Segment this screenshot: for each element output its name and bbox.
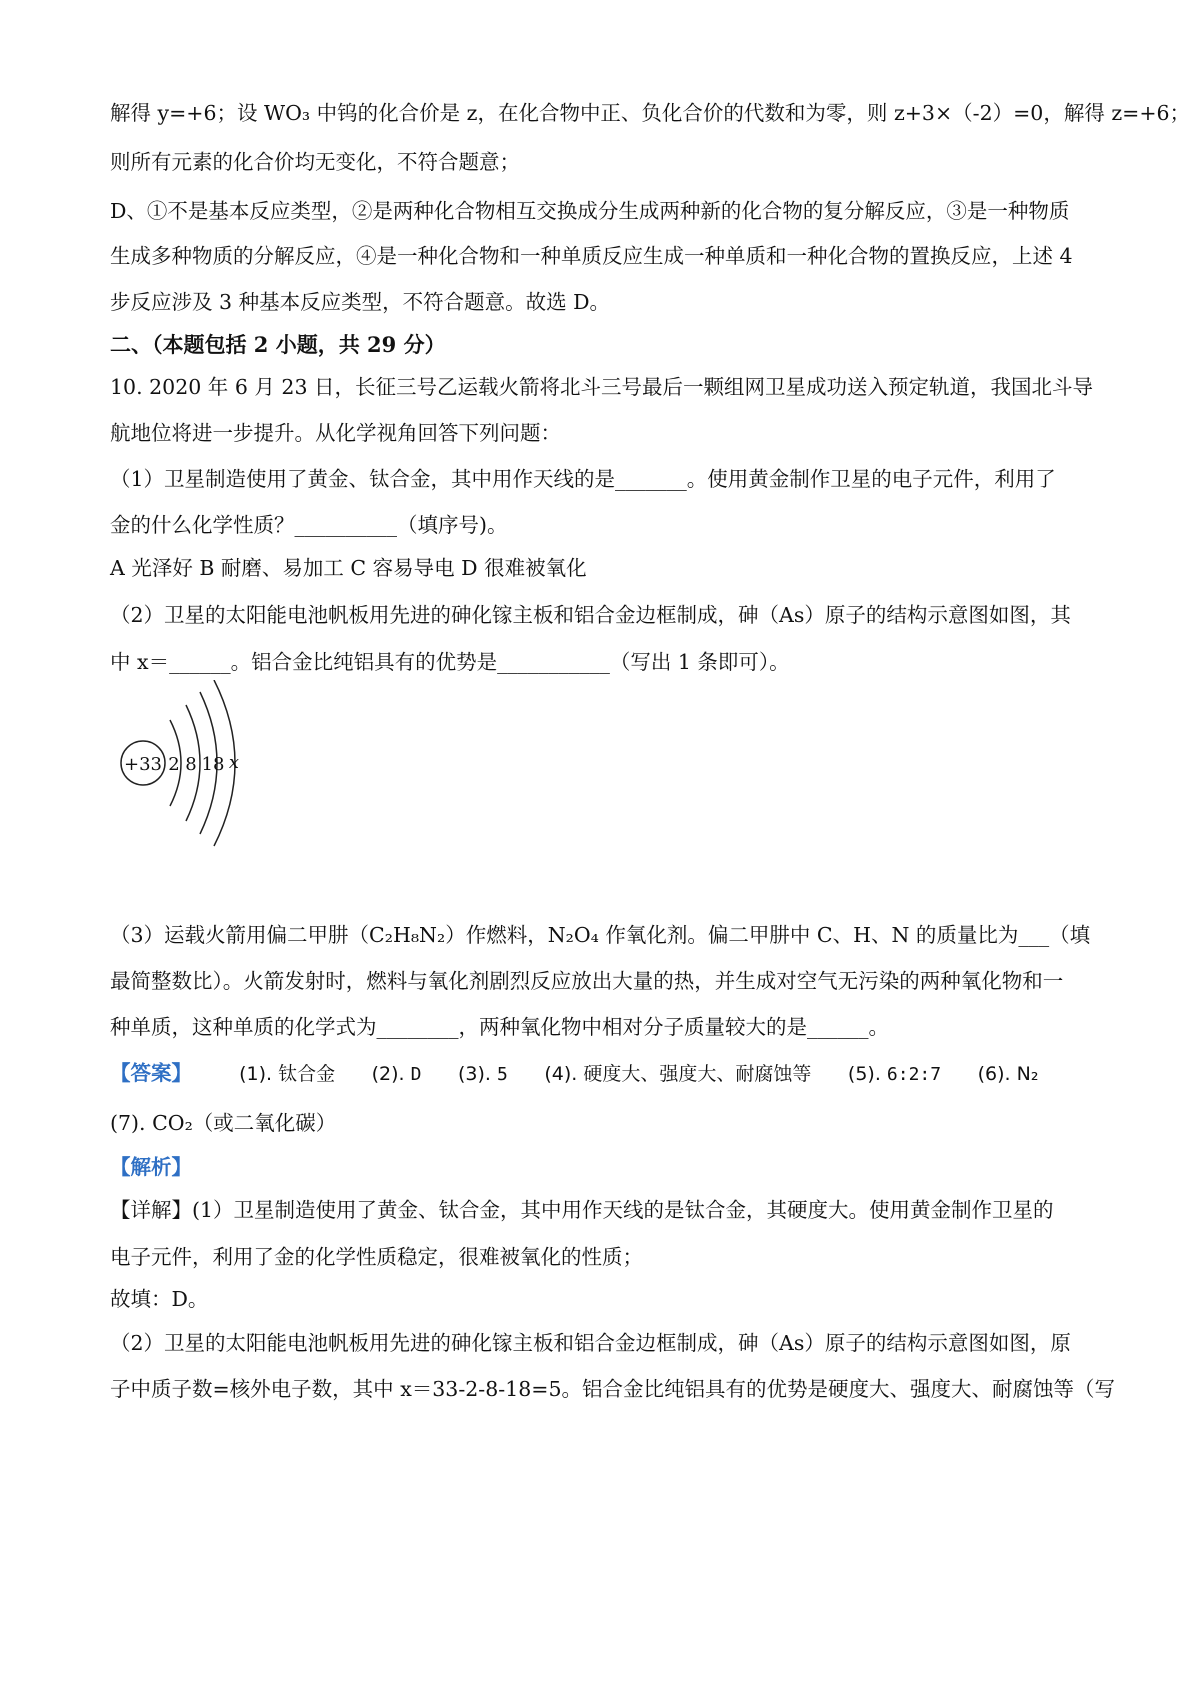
analysis-tag: 【解析】: [110, 1155, 192, 1179]
answer-number: (3).: [457, 1063, 491, 1085]
question-part-3: 种单质，这种单质的化学式为________，两种氧化物中相对分子质量较大的是______。: [110, 1015, 889, 1039]
paragraph-line: 则所有元素的化合价均无变化，不符合题意；: [110, 150, 520, 174]
shell-electrons: x: [228, 752, 240, 773]
answer-text: D: [410, 1064, 422, 1085]
question-part-1: 金的什么化学性质？__________（填序号)。: [110, 513, 508, 537]
paragraph-line: 步反应涉及 3 种基本反应类型，不符合题意。故选 D。: [110, 290, 611, 314]
answer-number: (2).: [371, 1063, 405, 1085]
question-10-line: 航地位将进一步提升。从化学视角回答下列问题：: [110, 421, 561, 445]
answer-item: [978, 1059, 1039, 1089]
answer-text: 5: [496, 1064, 508, 1085]
answer-text: 硬度大、强度大、耐腐蚀等: [583, 1063, 812, 1085]
answer-item-7: (7). CO₂（或二氧化碳）: [110, 1111, 337, 1135]
question-part-3: 最简整数比）。火箭发射时，燃料与氧化剂剧烈反应放出大量的热，并生成对空气无污染的两种氧化物和一: [110, 969, 1064, 993]
question-part-2: 中 x＝______。铝合金比纯铝具有的优势是___________（写出 1 条即可）。: [110, 650, 790, 674]
nucleus-charge: +33: [124, 754, 162, 775]
paragraph-line: D、①不是基本反应类型，②是两种化合物相互交换成分生成两种新的化合物的复分解反应，③是一种物质: [110, 199, 1070, 223]
shell-electrons: 2: [168, 754, 180, 775]
shell-electrons: 8: [185, 754, 197, 775]
detail-line: 【详解】(1）卫星制造使用了黄金、钛合金，其中用作天线的是钛合金，其硬度大。使用黄金制作卫星的: [110, 1198, 1054, 1222]
question-part-2: （2）卫星的太阳能电池帆板用先进的砷化镓主板和铝合金边框制成，砷（As）原子的结构示意图如图，其: [110, 603, 1071, 627]
answer-item: [544, 1059, 811, 1089]
detail-line: 子中质子数=核外电子数，其中 x＝33-2-8-18=5。铝合金比纯铝具有的优势是硬度大、强度大、耐腐蚀等（写: [110, 1377, 1116, 1401]
detail-line: （2）卫星的太阳能电池帆板用先进的砷化镓主板和铝合金边框制成，砷（As）原子的结构示意图如图，原: [110, 1331, 1071, 1355]
atom-structure-diagram: [110, 680, 270, 880]
answer-number: (1).: [239, 1063, 273, 1085]
answer-item: [848, 1059, 941, 1090]
question-10-line: 10. 2020 年 6 月 23 日，长征三号乙运载火箭将北斗三号最后一颗组网卫星成功送入预定轨道，我国北斗导: [110, 375, 1093, 399]
answer-line: [110, 1058, 1100, 1090]
paragraph-line: 解得 y=+6；设 WO₃ 中钨的化合价是 z，在化合物中正、负化合价的代数和为零，则 z+3×（-2）=0，解得 z=+6；: [110, 101, 1191, 125]
answer-item: [458, 1059, 508, 1090]
answer-text: N₂: [1016, 1063, 1039, 1085]
question-part-3: （3）运载火箭用偏二甲肼（C₂H₈N₂）作燃料，N₂O₄ 作氧化剂。偏二甲肼中 C、H、N 的质量比为___（填: [110, 923, 1091, 947]
shell-electrons: 18: [201, 754, 225, 775]
detail-line: 故填：D。: [110, 1287, 209, 1311]
answer-item: [372, 1059, 422, 1090]
options-line: A 光泽好 B 耐磨、易加工 C 容易导电 D 很难被氧化: [110, 556, 587, 580]
paragraph-line: 生成多种物质的分解反应，④是一种化合物和一种单质反应生成一种单质和一种化合物的置换反应，上述 4: [110, 244, 1073, 268]
question-part-1: （1）卫星制造使用了黄金、钛合金，其中用作天线的是_______。使用黄金制作卫星的电子元件，利用了: [110, 467, 1056, 491]
answer-number: (6).: [977, 1063, 1011, 1085]
answer-tag: 【答案】: [110, 1061, 192, 1085]
section-heading: 二、（本题包括 2 小题，共 29 分）: [110, 332, 446, 357]
detail-line: 电子元件，利用了金的化学性质稳定，很难被氧化的性质；: [110, 1245, 643, 1269]
answer-text: 6:2:7: [886, 1064, 942, 1085]
answer-number: (4).: [544, 1063, 578, 1085]
answer-text: 钛合金: [278, 1063, 336, 1085]
answer-item: [239, 1059, 335, 1089]
answer-number: (5).: [847, 1063, 881, 1085]
